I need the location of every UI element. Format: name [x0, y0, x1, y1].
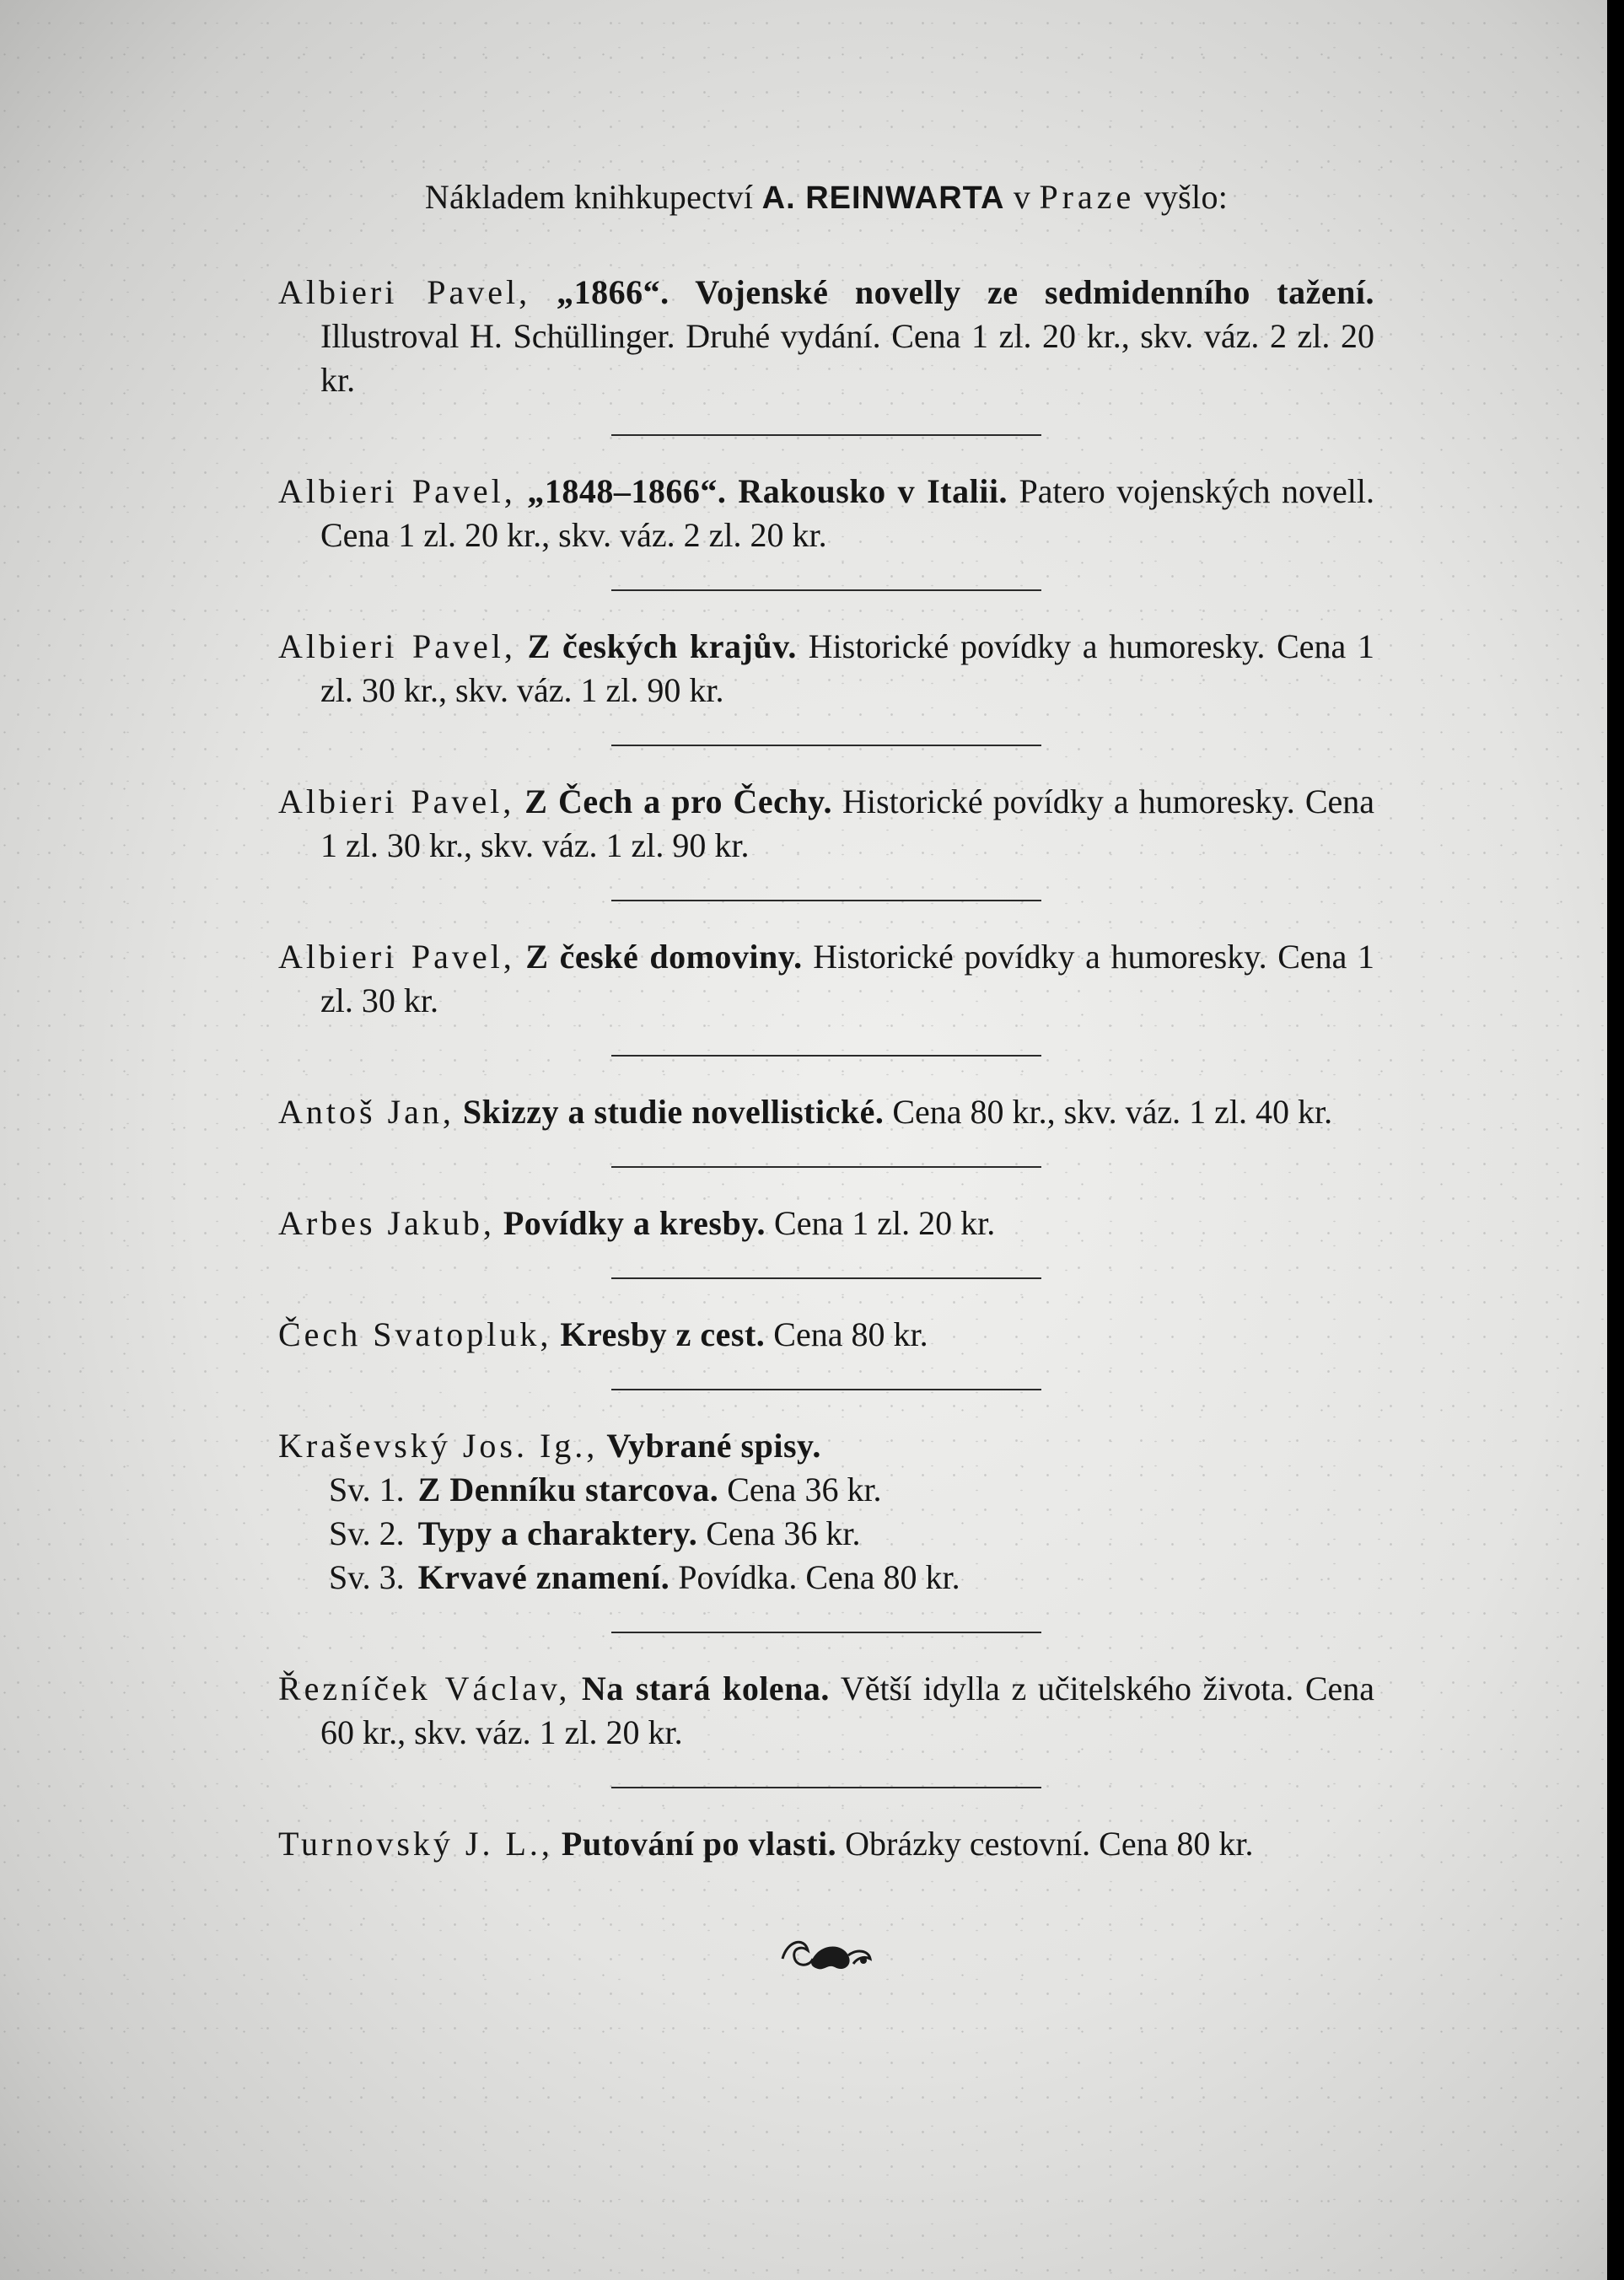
separator-rule [611, 589, 1041, 591]
separator-rule [611, 745, 1041, 746]
volume-number: Sv. 3. [329, 1558, 405, 1596]
volume-title: Z Denníku starcova. [417, 1471, 719, 1508]
catalog-entry [278, 625, 1374, 712]
separator-rule [611, 1389, 1041, 1390]
entry-description: Historické povídky a humoresky. Cena 1 zl. 30 kr., skv. váz. 1 zl. 90 kr. [320, 782, 1375, 864]
catalog-entry [278, 1202, 1374, 1245]
entry-author: Albieri Pavel, [278, 627, 516, 665]
volume-number: Sv. 2. [329, 1514, 405, 1552]
entry-author: Albieri Pavel, [278, 938, 515, 976]
entry-title: „1866“. Vojenské novelly ze sedmidenního tažení. [557, 273, 1374, 311]
header-middle: v [1013, 178, 1031, 216]
series-volume [278, 1512, 1374, 1556]
entry-author: Albieri Pavel, [278, 273, 531, 311]
catalog-content [278, 169, 1374, 1984]
entry-title: Kresby z cest. [560, 1315, 766, 1353]
scan-edge [1607, 0, 1624, 2280]
entry-title: Z Čech a pro Čechy. [524, 782, 832, 820]
entry-title: Na stará kolena. [581, 1670, 830, 1707]
volume-description: Cena 36 kr. [706, 1514, 861, 1552]
entry-title: Z českých krajův. [527, 627, 797, 665]
header-publisher: A. REINWARTA [761, 180, 1005, 216]
entry-title: Skizzy a studie novellistické. [462, 1093, 885, 1131]
entry-description: Cena 80 kr. [773, 1315, 928, 1353]
entry-author: Kraševský Jos. Ig., [278, 1427, 599, 1465]
entry-author: Albieri Pavel, [278, 472, 516, 510]
separator-rule [611, 1277, 1041, 1279]
entry-title: Putování po vlasti. [561, 1825, 837, 1863]
fleuron-icon [776, 1925, 877, 1984]
entry-title: Z české domoviny. [525, 938, 803, 976]
separator-rule [611, 1166, 1041, 1168]
volume-number: Sv. 1. [329, 1471, 405, 1508]
entry-description: Patero vojenských novell. Cena 1 zl. 20 kr., skv. váz. 2 zl. 20 kr. [320, 472, 1375, 554]
catalog-entry [278, 271, 1374, 402]
separator-rule [611, 900, 1041, 901]
header-prefix: Nákladem knihkupectví [424, 178, 754, 216]
separator-rule [611, 1055, 1041, 1057]
entry-title: „1848–1866“. Rakousko v Italii. [527, 472, 1008, 510]
entry-title: Povídky a kresby. [503, 1204, 766, 1242]
entry-description: Cena 80 kr., skv. váz. 1 zl. 40 kr. [892, 1093, 1333, 1131]
series-volume [278, 1556, 1374, 1600]
catalog-entry [278, 1822, 1374, 1866]
catalog-entry [278, 780, 1374, 868]
entry-description: Illustroval H. Schüllinger. Druhé vydání. Cena 1 zl. 20 kr., skv. váz. 2 zl. 20 kr. [320, 317, 1374, 399]
catalog-entry [278, 1667, 1374, 1755]
entry-author: Arbes Jakub, [278, 1204, 495, 1242]
separator-rule [611, 1632, 1041, 1633]
volume-title: Krvavé znamení. [417, 1558, 670, 1596]
catalog-entry [278, 1313, 1374, 1357]
entry-description: Historické povídky a humoresky. Cena 1 zl. 30 kr. [320, 938, 1375, 1019]
catalog-entry-series [278, 1424, 1374, 1468]
series-volume [278, 1468, 1374, 1512]
entry-author: Čech Svatopluk, [278, 1315, 552, 1353]
header-suffix: vyšlo: [1143, 178, 1229, 216]
entry-title: Vybrané spisy. [606, 1427, 821, 1465]
volume-description: Povídka. Cena 80 kr. [678, 1558, 960, 1596]
separator-rule [611, 1787, 1041, 1788]
entry-author: Turnovský J. L., [278, 1825, 553, 1863]
entry-description: Obrázky cestovní. Cena 80 kr. [845, 1825, 1254, 1863]
catalog-entry [278, 470, 1374, 557]
catalog-entry [278, 1090, 1374, 1134]
entry-description: Cena 1 zl. 20 kr. [774, 1204, 996, 1242]
catalog-entry [278, 935, 1374, 1023]
entry-description: Větší idylla z učitelského života. Cena 60 kr., skv. váz. 1 zl. 20 kr. [320, 1670, 1375, 1751]
entry-description: Historické povídky a humoresky. Cena 1 zl. 30 kr., skv. váz. 1 zl. 90 kr. [320, 627, 1375, 709]
header-place: Praze [1039, 178, 1136, 216]
entry-author: Řezníček Václav, [278, 1670, 571, 1707]
separator-rule [611, 434, 1041, 436]
entry-author: Albieri Pavel, [278, 782, 515, 820]
entry-author: Antoš Jan, [278, 1093, 454, 1131]
publisher-header [278, 175, 1374, 220]
volume-description: Cena 36 kr. [727, 1471, 882, 1508]
volume-title: Typy a charaktery. [417, 1514, 698, 1552]
